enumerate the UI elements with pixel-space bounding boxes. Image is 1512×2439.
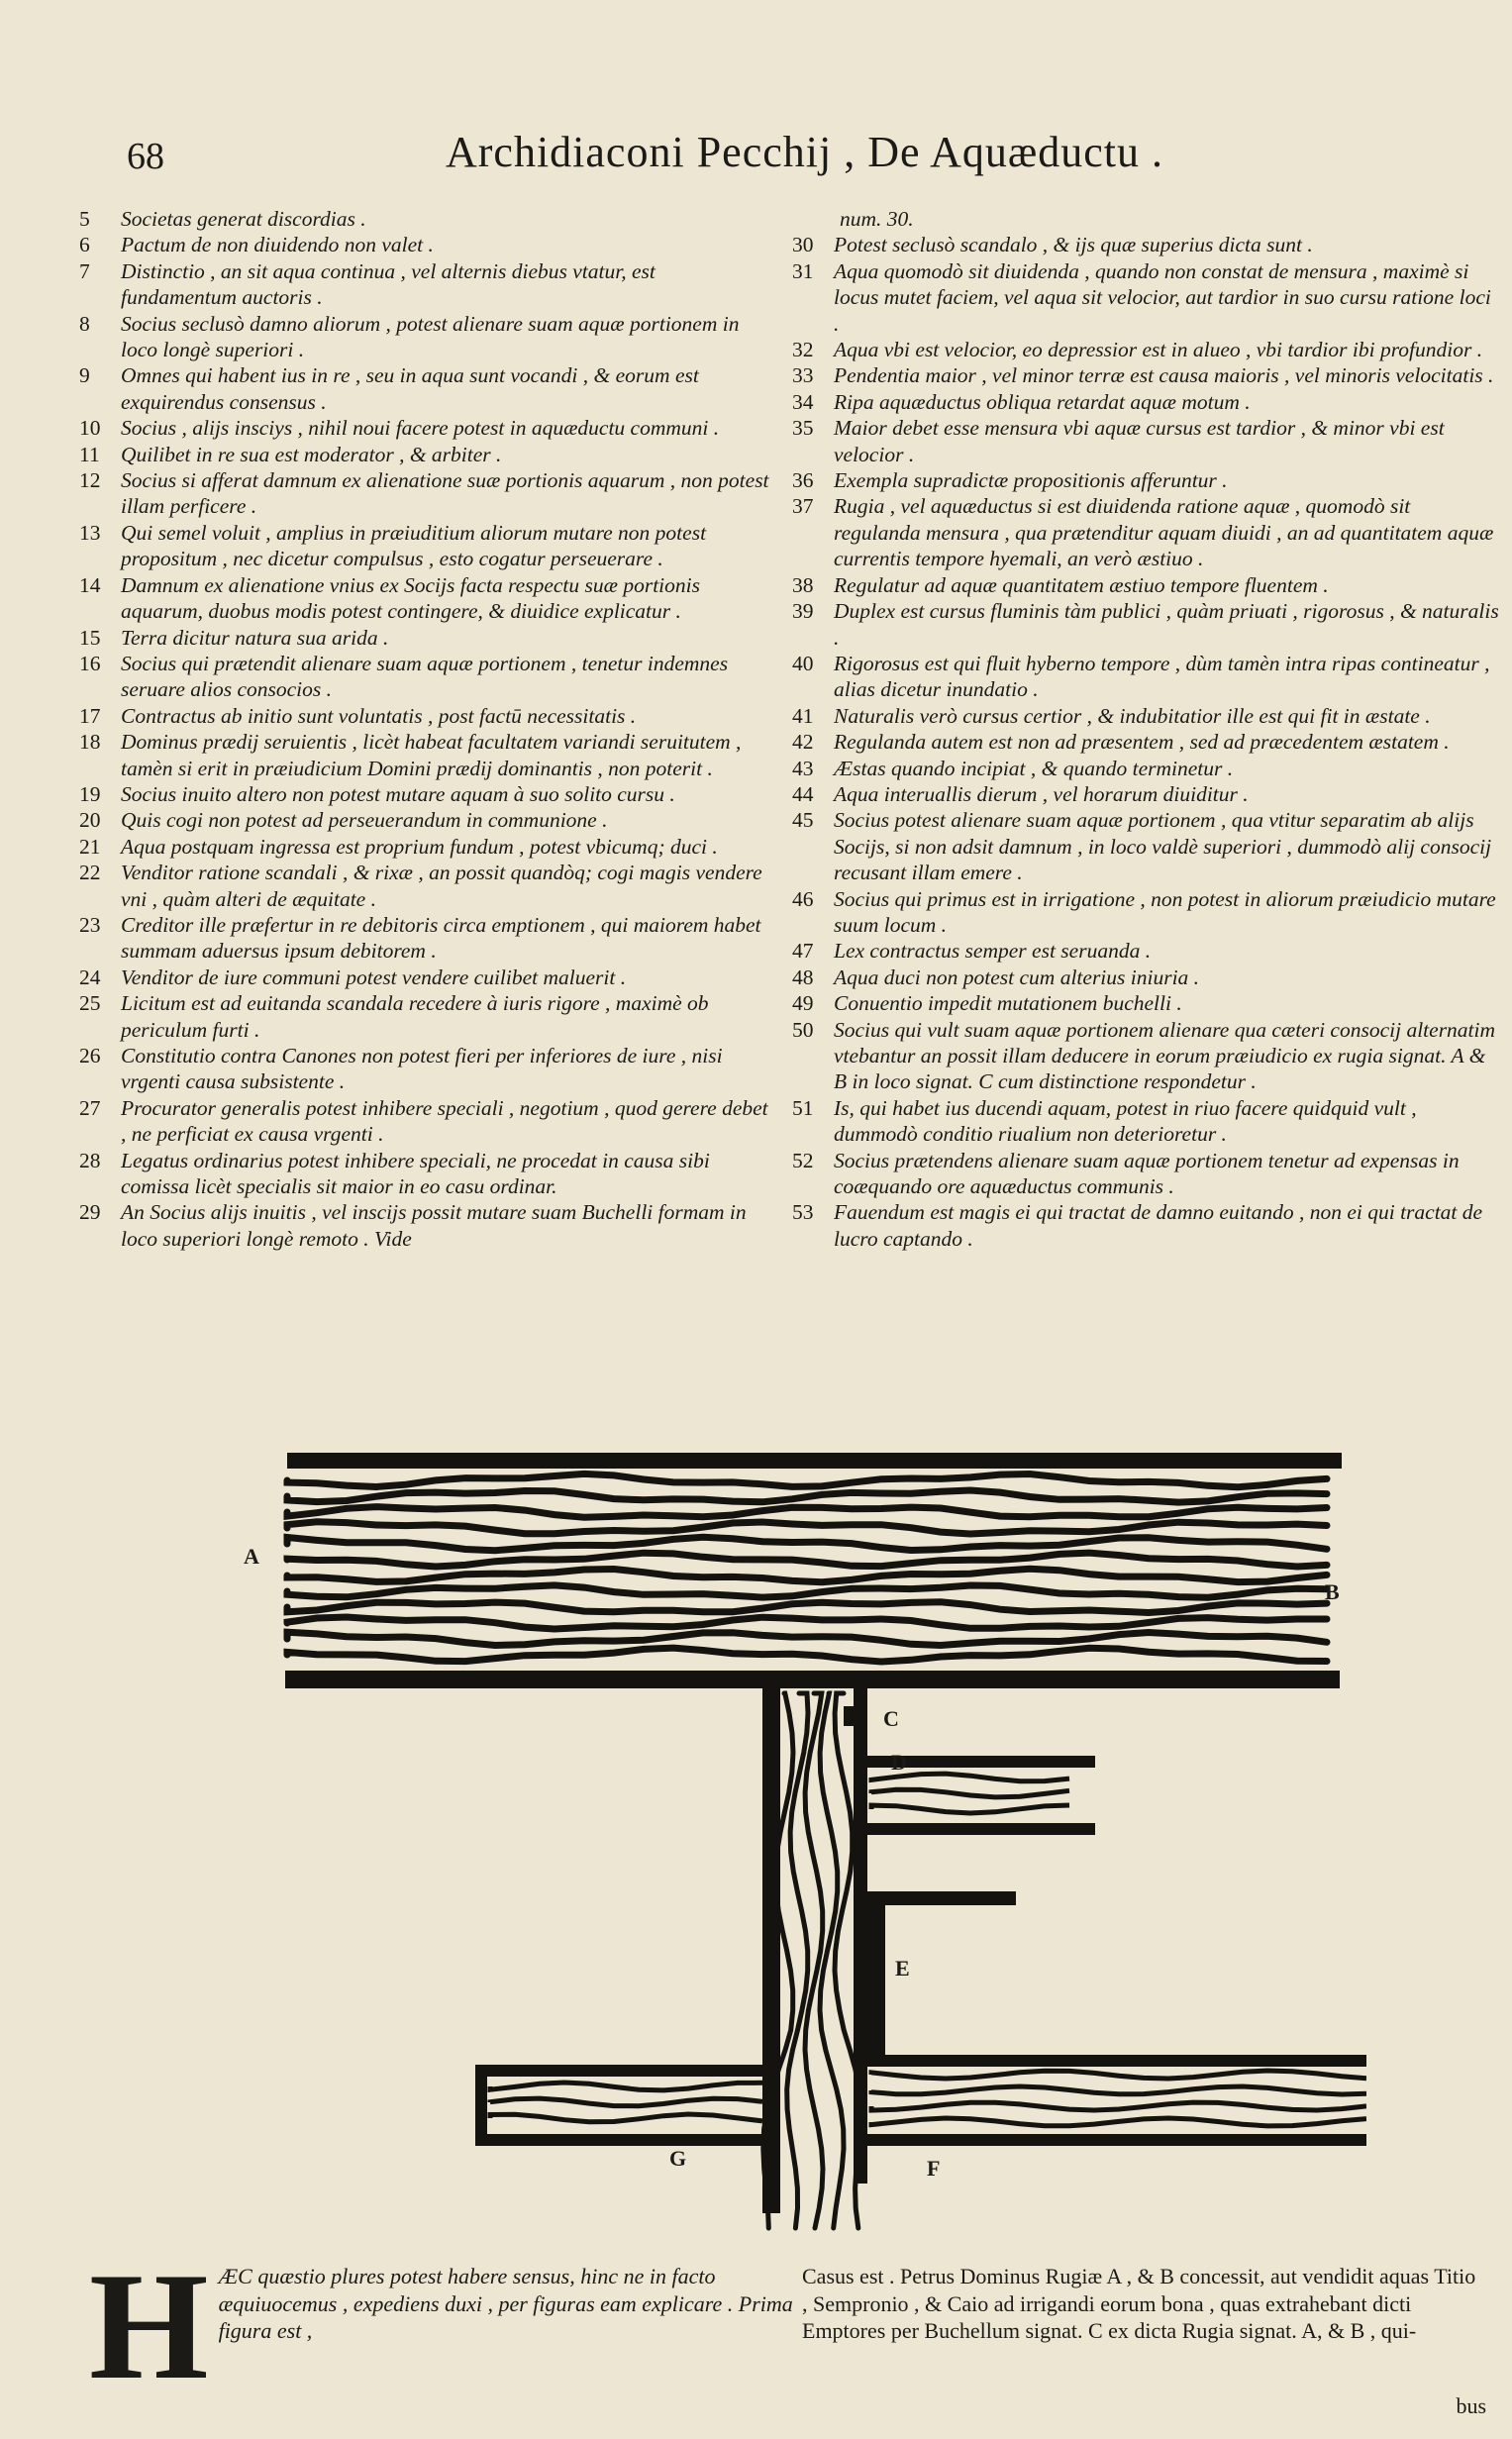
- summary-item: [79, 781, 772, 807]
- summary-item: [792, 1095, 1500, 1148]
- summary-item-number: 35: [792, 416, 814, 441]
- summary-item-text: Aqua duci non potest cum alterius iniuria .: [834, 965, 1200, 989]
- channel-g-water-stroke: [490, 2114, 762, 2122]
- summary-item-number: 13: [79, 520, 101, 545]
- summary-item-text: Socius inuito altero non potest mutare aquam à suo solito cursu .: [121, 781, 675, 806]
- summary-item: [79, 625, 772, 651]
- figure-label-d: D: [891, 1750, 907, 1775]
- summary-item-text: An Socius alijs inuitis , vel inscijs possit mutare suam Buchelli formam in loco superiori longè remoto . Vide: [121, 1200, 747, 1251]
- channel-f-water-stroke: [871, 2086, 1366, 2094]
- summary-item: [79, 807, 772, 833]
- channel-g-water-stroke: [490, 2083, 762, 2090]
- canal-water-stroke: [287, 1537, 1327, 1551]
- summary-item-text: Qui semel voluit , amplius in præiuditium aliorum mutare non potest propositum , nec dicetur compulsus , esto cogatur perseuerare .: [121, 520, 707, 571]
- channel-g-top-bank: [475, 2065, 762, 2077]
- summary-item: [792, 362, 1500, 388]
- summary-item: [792, 337, 1500, 362]
- summary-item: [792, 756, 1500, 781]
- summary-item-text: Pactum de non diuidendo non valet .: [121, 233, 434, 257]
- canal-water-stroke: [287, 1617, 1327, 1629]
- summary-item-text: Contractus ab initio sunt voluntatis , post factū necessitatis .: [121, 703, 637, 728]
- summary-item-number: 10: [79, 416, 101, 441]
- summary-item-number: 49: [792, 991, 814, 1016]
- summary-item-number: 31: [792, 258, 814, 283]
- summary-item-number: 14: [79, 572, 101, 597]
- summary-item-number: 32: [792, 338, 814, 362]
- summary-item: [79, 1148, 772, 1200]
- summary-item-text: Distinctio , an sit aqua continua , vel alternis diebus vtatur, est fundamentum auctoris .: [121, 258, 655, 310]
- summary-item-number: 8: [79, 311, 90, 336]
- canal-water-stroke: [287, 1569, 1327, 1582]
- summary-item-number: 44: [792, 781, 814, 806]
- canal-bottom-bank: [285, 1671, 1340, 1688]
- summary-item-text: Socius qui prætendit alienare suam aquæ portionem , tenetur indemnes seruare alios consocios .: [121, 651, 729, 702]
- figure-label-f: F: [927, 2156, 941, 2181]
- commentary-text: ÆC quæstio plures potest habere sensus, hinc ne in facto æquiuocemus , expediens duxi , per figuras eam explicare . Prima figura est ,: [218, 2264, 793, 2343]
- summary-item: [792, 572, 1500, 598]
- summary-item: [79, 834, 772, 860]
- summary-item-text: Rugia , vel aquæductus si est diuidenda ratione aquæ , quomodò sit regulanda mensura , qua prætenditur aquam diuidi , an ad quantitatem aquæ currentis tempore hyemali, an verò æstiuo .: [834, 494, 1494, 571]
- summary-item: [79, 520, 772, 572]
- summary-item-number: 24: [79, 965, 101, 989]
- summary-item-number: 21: [79, 834, 101, 859]
- summary-column-left: [79, 206, 772, 1252]
- summary-item: [79, 1043, 772, 1095]
- channel-e-top-bank: [867, 1891, 1016, 1905]
- summary-item-number: 34: [792, 389, 814, 414]
- page-number: 68: [127, 136, 164, 177]
- summary-item-number: 40: [792, 651, 814, 675]
- summary-item: [792, 886, 1500, 939]
- drop-cap: H: [89, 2241, 209, 2411]
- summary-item-number: 27: [79, 1095, 101, 1120]
- channel-f-water-stroke: [871, 2118, 1366, 2126]
- summary-item-text: Lex contractus semper est seruanda .: [834, 939, 1152, 964]
- summary-item: [79, 729, 772, 781]
- summary-item-text: Ripa aquæductus obliqua retardat aquæ motum .: [834, 389, 1251, 414]
- summary-item-text: Is, qui habet ius ducendi aquam, potest in riuo facere quidquid vult , dummodò conditio riualium non deterioretur .: [834, 1095, 1417, 1147]
- summary-item-text: Fauendum est magis ei qui tractat de damno euitando , non ei qui tractat de lucro captando .: [834, 1200, 1483, 1251]
- canal-water-stroke: [287, 1585, 1327, 1597]
- summary-item: [792, 1199, 1500, 1252]
- woodcut-illustration: [238, 1441, 1366, 2268]
- channel-g-end-bank: [475, 2065, 487, 2146]
- summary-item-number: 12: [79, 468, 101, 493]
- summary-item-text: Exempla supradictæ propositionis afferuntur .: [834, 468, 1228, 493]
- summary-item: [79, 990, 772, 1043]
- summary-item-text: Procurator generalis potest inhibere speciali , negotium , quod gerere debet , ne perficiat ex causa vrgenti .: [121, 1095, 768, 1147]
- summary-item-number: 9: [79, 363, 90, 388]
- channel-g-bottom-bank: [475, 2134, 762, 2146]
- summary-item-number: 6: [79, 233, 90, 257]
- summary-item-text: Pendentia maior , vel minor terræ est causa maioris , vel minoris velocitatis .: [834, 363, 1494, 388]
- summary-item-number: 16: [79, 651, 101, 675]
- case-text: Casus est . Petrus Dominus Rugiæ A , & B concessit, aut vendidit aquas Titio , Sempronio , & Caio ad irrigandi eorum bona , quas extrahebant dicti Emptores per Buchellum signat. C ex dicta Rugia signat. A, & B , qui-: [802, 2264, 1476, 2343]
- summary-item-text: Aqua vbi est velocior, eo depressior est in alueo , vbi tardior ibi profundior .: [834, 338, 1483, 362]
- figure-label-e: E: [895, 1956, 910, 1981]
- aqueduct-woodcut-figure: [238, 1441, 1366, 2268]
- summary-item: [792, 781, 1500, 807]
- figure-label-g: G: [669, 2146, 687, 2171]
- summary-item: [792, 415, 1500, 467]
- channel-d-bottom-bank: [867, 1823, 1095, 1835]
- summary-item-number: 11: [79, 442, 100, 466]
- summary-item: [792, 1017, 1500, 1095]
- summary-item-text: Aqua interuallis dierum , vel horarum diuiditur .: [834, 781, 1249, 806]
- canal-water-stroke: [287, 1507, 1327, 1518]
- summary-item: [79, 1095, 772, 1148]
- summary-item-text: Socius qui primus est in irrigatione , non potest in aliorum præiudicio mutare suum locum .: [834, 886, 1496, 937]
- channel-d-water-stroke: [871, 1805, 1069, 1813]
- summary-item-text: Terra dicitur natura sua arida .: [121, 625, 389, 650]
- summary-item: [792, 493, 1500, 571]
- summary-item: [792, 389, 1500, 415]
- summary-item: [79, 651, 772, 703]
- canal-water-stroke: [287, 1490, 1327, 1502]
- summary-item: [79, 965, 772, 990]
- channel-e-bank: [867, 1891, 885, 2065]
- summary-item: [792, 651, 1500, 703]
- summary-item-text: Creditor ille præfertur in re debitoris circa emptionem , qui maiorem habet summam aduersus ipsum debitorem .: [121, 912, 761, 964]
- summary-item-number: 7: [79, 258, 90, 283]
- summary-item: [79, 912, 772, 965]
- summary-item: [79, 232, 772, 257]
- summary-item: [79, 572, 772, 625]
- summary-item-number: 29: [79, 1200, 101, 1225]
- summary-item-number: 25: [79, 991, 101, 1016]
- summary-item: [79, 258, 772, 311]
- summary-item: [792, 938, 1500, 964]
- channel-f-bottom-bank: [867, 2134, 1366, 2146]
- summary-item: [792, 807, 1500, 885]
- summary-item: [792, 965, 1500, 990]
- summary-item-number: 23: [79, 912, 101, 937]
- summary-item-text: Dominus prædij seruientis , licèt habeat facultatem variandi seruitutem , tamèn si erit in præiudicium Domini prædij dominantis , non poterit .: [121, 730, 742, 780]
- summary-item-text: Socius prætendens alienare suam aquæ portionem tenetur ad expensas in coæquando ore aquæductus communis .: [834, 1148, 1460, 1199]
- canal-water-stroke: [287, 1602, 1327, 1613]
- canal-top-bank: [287, 1453, 1342, 1469]
- summary-item-text: Licitum est ad euitanda scandala recedere à iuris rigore , maximè ob periculum furti .: [121, 991, 709, 1042]
- summary-item-text: Damnum ex alienatione vnius ex Socijs facta respectu suæ portionis aquarum, duobus modis potest contingere, & diuidice explicatur .: [121, 572, 700, 624]
- summary-item-text: Conuentio impedit mutationem buchelli .: [834, 991, 1182, 1016]
- summary-item: [79, 703, 772, 729]
- summary-item-text: Omnes qui habent ius in re , seu in aqua sunt vocandi , & eorum est exquirendus consensus .: [121, 363, 699, 414]
- summary-item-text: Societas generat discordias .: [121, 207, 366, 231]
- summary-item-number: 38: [792, 572, 814, 597]
- summary-item-text: Maior debet esse mensura vbi aquæ cursus est tardior , & minor vbi est velocior .: [834, 416, 1445, 466]
- summary-item: [792, 990, 1500, 1016]
- summary-item-text: Constitutio contra Canones non potest fieri per inferiores de iure , nisi vrgenti causa subsistente .: [121, 1044, 723, 1094]
- summary-item-number: 20: [79, 808, 101, 833]
- summary-item: [792, 598, 1500, 651]
- summary-item-number: 37: [792, 494, 814, 519]
- summary-item-number: 45: [792, 808, 814, 833]
- summary-item-text: Socius seclusò damno aliorum , potest alienare suam aquæ portionem in loco longè superiori .: [121, 311, 740, 362]
- summary-item-number: 19: [79, 781, 101, 806]
- summary-item-number: 48: [792, 965, 814, 989]
- summary-item-text: Legatus ordinarius potest inhibere speciali, ne procedat in causa sibi comissa licèt specialis sit maior in eo casu ordinar.: [121, 1148, 710, 1199]
- summary-item-text: Socius , alijs insciys , nihil noui facere potest in aquæductu communi .: [121, 416, 720, 441]
- channel-f-water-stroke: [871, 2102, 1366, 2110]
- summary-item-number: 17: [79, 703, 101, 728]
- summary-item-number: 30: [792, 233, 814, 257]
- summary-item-number: 18: [79, 730, 101, 755]
- summary-item: [79, 311, 772, 363]
- summary-item-number: 28: [79, 1148, 101, 1172]
- channel-f-water-stroke: [871, 2071, 1366, 2079]
- summary-item-number: 52: [792, 1148, 814, 1172]
- summary-item: [79, 362, 772, 415]
- summary-item-number: 36: [792, 468, 814, 493]
- summary-item-text: Regulatur ad aquæ quantitatem æstiuo tempore fluentem .: [834, 572, 1329, 597]
- summary-item: [792, 729, 1500, 755]
- summary-item-number: 26: [79, 1044, 101, 1067]
- summary-item: [79, 860, 772, 912]
- summary-item: [79, 1199, 772, 1252]
- summary-item-number: 53: [792, 1200, 814, 1225]
- canal-water-stroke: [287, 1553, 1327, 1567]
- summary-item: [792, 258, 1500, 337]
- summary-item: [79, 442, 772, 467]
- summary-item-number: 51: [792, 1095, 814, 1120]
- summary-item-text: Socius potest alienare suam aquæ portionem , qua vtitur separatim ab alijs Socijs, si non adsit damnum , in loco valdè superiori , dummodò alij consocij recusant illam emere .: [834, 808, 1492, 885]
- summary-item-number: 39: [792, 599, 814, 624]
- channel-f-top-bank: [867, 2055, 1366, 2067]
- summary-item-number: 43: [792, 756, 814, 780]
- summary-item-number: 46: [792, 886, 814, 911]
- summary-item-text: Aqua quomodò sit diuidenda , quando non constat de mensura , maximè si locus mutet faciem, vel aqua sit velocior, aut tardior in suo cursu ratione loci .: [834, 258, 1491, 336]
- sluice-c-mark: [844, 1706, 863, 1726]
- summary-item-text: Socius si afferat damnum ex alienatione suæ portionis aquarum , non potest illam perficere .: [121, 468, 769, 519]
- summary-item-text: Duplex est cursus fluminis tàm publici , quàm priuati , rigorosus , & naturalis .: [834, 599, 1499, 650]
- summary-item-text: Potest seclusò scandalo , & ijs quæ superius dicta sunt .: [834, 233, 1313, 257]
- summary-item-number: 50: [792, 1017, 814, 1042]
- summary-item-number: 33: [792, 363, 814, 388]
- channel-d-water-stroke: [871, 1789, 1069, 1797]
- summary-item-number: 5: [79, 207, 90, 231]
- summary-item: [792, 703, 1500, 729]
- summary-item-text: Quis cogi non potest ad perseuerandum in communione .: [121, 808, 608, 833]
- figure-label-a: A: [244, 1544, 259, 1569]
- catchword: bus: [1456, 2393, 1486, 2418]
- figure-label-c: C: [883, 1706, 899, 1731]
- summary-item-text: Aqua postquam ingressa est proprium fundum , potest vbicumq; duci .: [121, 834, 718, 859]
- right-column-lead: num. 30.: [840, 207, 914, 231]
- summary-item-text: Regulanda autem est non ad præsentem , sed ad præcedentem æstatem .: [834, 730, 1450, 755]
- summary-item: [79, 467, 772, 520]
- summary-item: [79, 206, 772, 232]
- canal-water-stroke: [287, 1474, 1327, 1486]
- summary-item-text: Quilibet in re sua est moderator , & arbiter .: [121, 442, 502, 466]
- summary-item-text: Rigorosus est qui fluit hyberno tempore , dùm tamèn intra ripas contineatur , alias dicetur inundatio .: [834, 651, 1490, 702]
- summary-item: [792, 467, 1500, 493]
- summary-item-text: Venditor ratione scandali , & rixæ , an possit quandòq; cogi magis vendere vni , quàm alteri de æquitate .: [121, 861, 762, 911]
- summary-item-text: Socius qui vult suam aquæ portionem alienare qua cæteri consocij alternatim vtebantur an possit illam deducere in eorum præiudicio ex rugia signat. A & B in loco signat. C cum distinctione respondetur .: [834, 1017, 1496, 1094]
- running-title: Archidiaconi Pecchij , De Aquæductu .: [446, 128, 1163, 176]
- running-head: [119, 127, 1406, 186]
- summary-item-number: 47: [792, 939, 814, 964]
- summary-item: [792, 232, 1500, 257]
- canal-water-stroke: [287, 1522, 1327, 1534]
- summary-item-number: 15: [79, 625, 101, 650]
- summary-item-text: Naturalis verò cursus certior , & indubitatior ille est qui fit in æstate .: [834, 703, 1431, 728]
- commentary-opening: [89, 2241, 802, 2411]
- canal-water-stroke: [287, 1648, 1327, 1662]
- summary-item: [792, 1148, 1500, 1200]
- summary-item-number: 41: [792, 703, 814, 728]
- summary-item-number: 42: [792, 730, 814, 755]
- figure-label-b: B: [1325, 1579, 1340, 1604]
- channel-g-water-stroke: [490, 2098, 762, 2106]
- summary-item-text: Venditor de iure communi potest vendere cuilibet maluerit .: [121, 965, 627, 989]
- summary-item-text: Æstas quando incipiat , & quando terminetur .: [834, 756, 1234, 780]
- canal-water-stroke: [287, 1632, 1327, 1645]
- summary-item-number: 22: [79, 861, 101, 885]
- summary-item: [79, 415, 772, 441]
- case-statement: [802, 2263, 1485, 2345]
- summary-column-right: [792, 206, 1500, 1252]
